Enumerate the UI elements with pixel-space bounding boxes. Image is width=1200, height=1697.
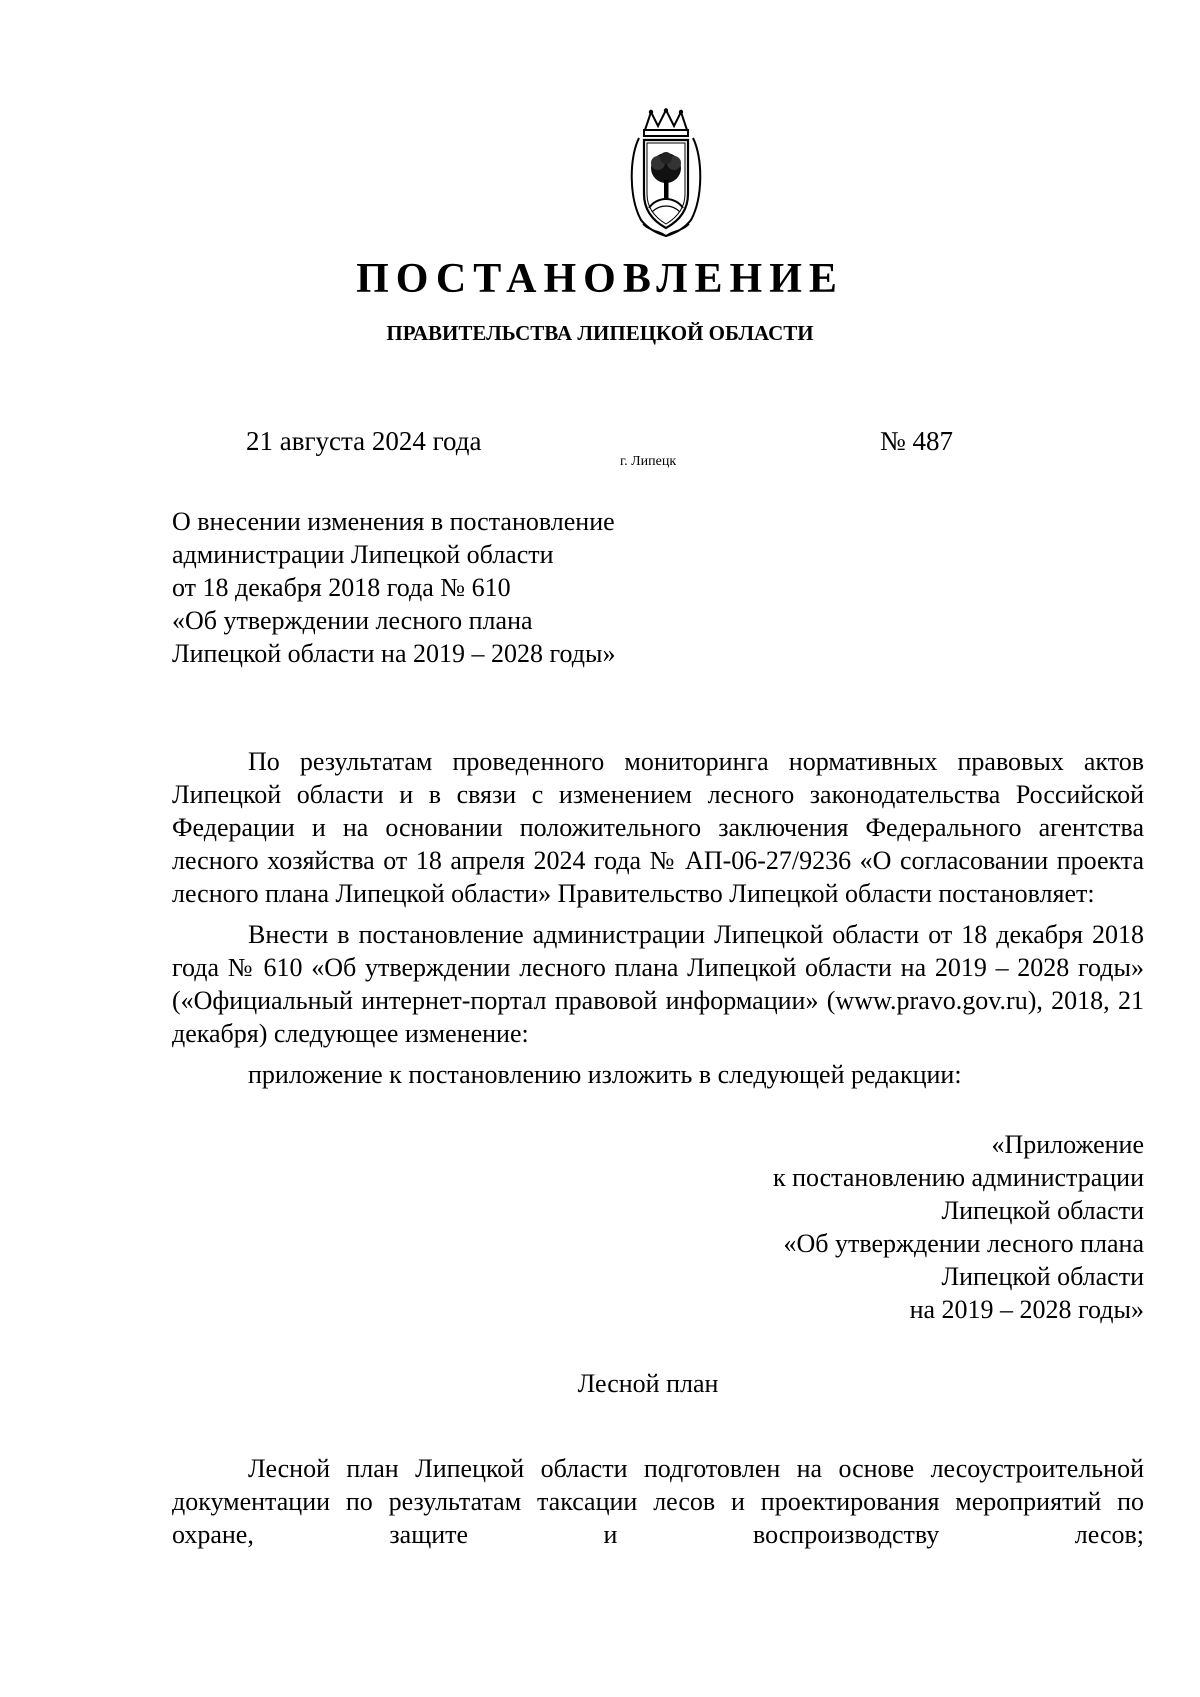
- document-date: 21 августа 2024 года: [246, 426, 482, 456]
- resolution-heading: [172, 505, 615, 670]
- heading-line: О внесении изменения в постановление: [172, 507, 615, 536]
- document-city: г. Липецк: [620, 454, 677, 469]
- appendix-line: «Приложение: [991, 1130, 1144, 1159]
- body-paragraph-amendment: Внести в постановление администрации Липецкой области от 18 декабря 2018 года № 610 «Об утверждении лесного плана Липецкой области на 2019 – 2028 годы» («Официальный интернет-портал правовой информации» (www.pravo.gov.ru), 2018, 21 декабря) следующее изменение:: [172, 920, 1144, 1048]
- document-title: ПОСТАНОВЛЕНИЕ: [356, 256, 844, 302]
- section-paragraph: Лесной план Липецкой области подготовлен на основе лесоустроительной документации по результатам таксации лесов и проектирования мероприятий по охране, защите и воспроизводству лесов;: [172, 1454, 1144, 1549]
- lipetsk-coat-of-arms-icon: [625, 108, 707, 238]
- body-paragraph-instruction: приложение к постановлению изложить в следующей редакции:: [248, 1060, 962, 1089]
- appendix-line: к постановлению администрации: [772, 1163, 1144, 1192]
- document-number: № 487: [880, 426, 954, 456]
- section-title: Лесной план: [577, 1369, 719, 1398]
- heading-line: «Об утверждении лесного плана: [172, 606, 533, 635]
- body-paragraph-preamble: По результатам проведенного мониторинга нормативных правовых актов Липецкой области и в связи с изменением лесного законодательства Российской Федерации и на основании положительного заключения Федерального агентства лесного хозяйства от 18 апреля 2024 года № АП-06-27/9236 «О согласовании проекта лесного плана Липецкой области» Правительство Липецкой области постановляет:: [172, 747, 1144, 908]
- heading-line: от 18 декабря 2018 года № 610: [172, 573, 511, 602]
- heading-line: Липецкой области на 2019 – 2028 годы»: [172, 639, 616, 668]
- document-subtitle: ПРАВИТЕЛЬСТВА ЛИПЕЦКОЙ ОБЛАСТИ: [386, 321, 814, 345]
- appendix-line: Липецкой области: [941, 1262, 1144, 1291]
- appendix-line: Липецкой области: [941, 1196, 1144, 1225]
- heading-line: администрации Липецкой области: [172, 540, 554, 569]
- resolution-body: [172, 745, 1144, 1091]
- appendix-line: «Об утверждении лесного плана: [783, 1229, 1144, 1258]
- appendix-reference: [773, 1128, 1144, 1326]
- appendix-line: на 2019 – 2028 годы»: [909, 1295, 1144, 1324]
